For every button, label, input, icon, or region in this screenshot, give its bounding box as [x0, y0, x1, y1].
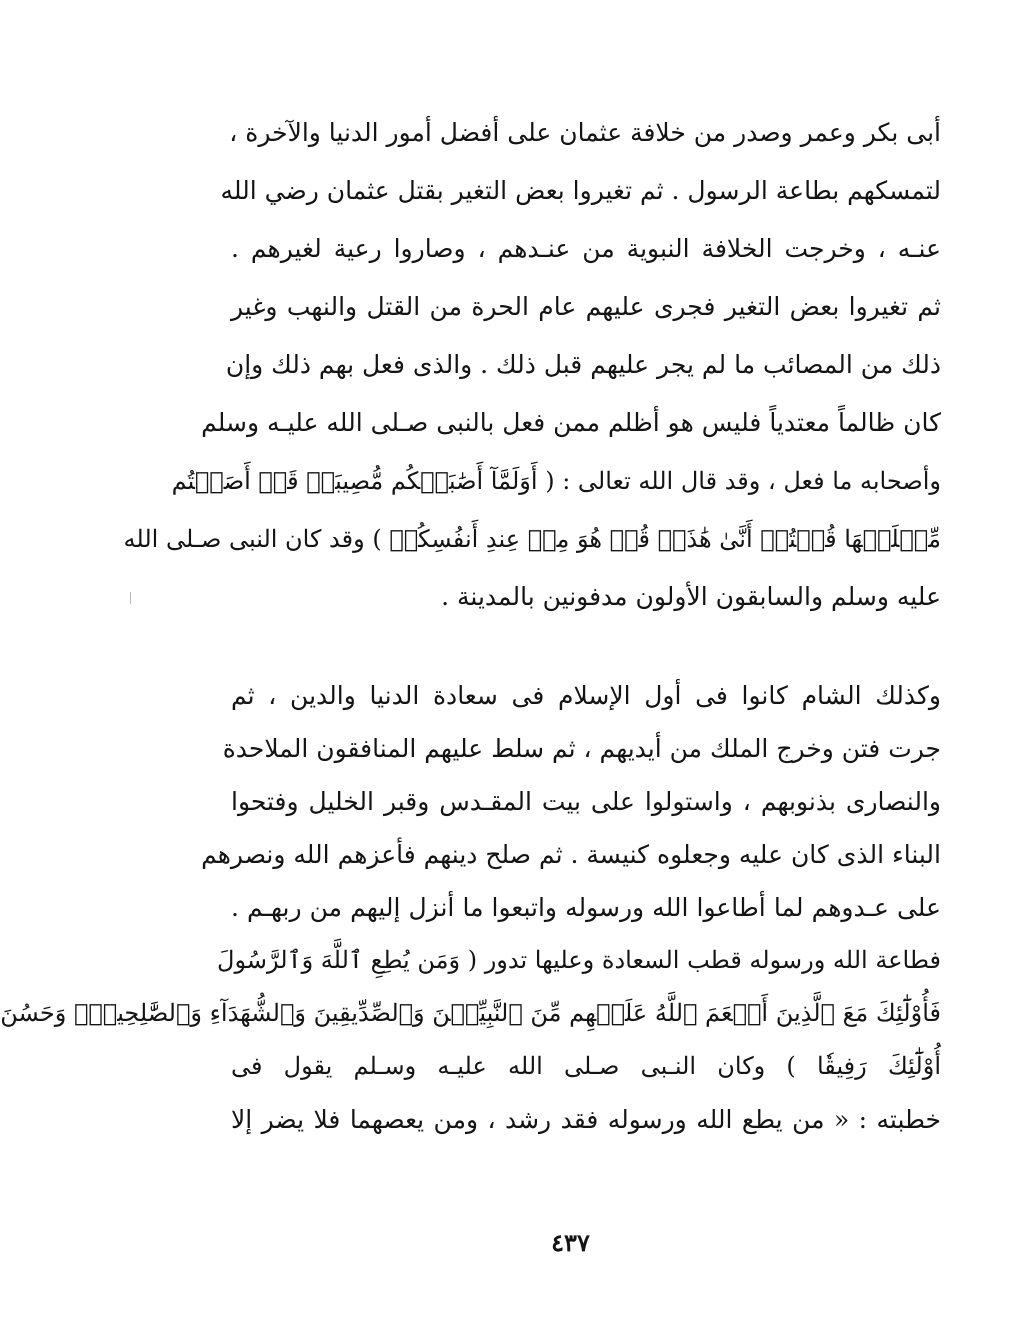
page-number: ٤٣٧	[551, 1228, 590, 1257]
text-line: لتمسكهم بطاعة الرسول . ثم تغيروا بعض التغير بقتل عثمان رضي الله	[220, 176, 941, 205]
text-line: ذلك من المصائب ما لم يجر عليهم قبل ذلك . والذى فعل بهم ذلك وإن	[225, 350, 941, 379]
text-line: على عـدوهم لما أطاعوا الله ورسوله واتبعوا ما أنزل إليهم من ربهـم .	[231, 893, 941, 922]
text-line: البناء الذى كان عليه وجعلوه كنيسة . ثم صلح دينهم فأعزهم الله ونصرهم	[201, 840, 941, 869]
text-line-quran-verse: وأصحابه ما فعل ، وقد قال الله تعالى : ( أَوَلَمَّآ أَصَٰبَتۡكُم مُّصِيبَةٞ قَدۡ أَصَبۡتُم	[171, 467, 941, 495]
text-line-quran-verse: أُوْلَٰٓئِكَ رَفِيقٗا ) وكان النـبى صـلى الله عليـه وسـلم يقول فى	[231, 1052, 941, 1080]
text-line: عنـه ، وخرجت الخلافة النبوية من عنـدهم ، وصاروا رعية لغيرهم .	[231, 234, 941, 263]
text-line: وكذلك الشام كانوا فى أول الإسلام فى سعادة الدنيا والدين ، ثم	[231, 681, 942, 710]
text-line: عليه وسلم والسابقون الأولون مدفونين بالمدينة .	[441, 582, 941, 611]
paragraph-1	[123, 104, 941, 626]
text-line: جرت فتن وخرج الملك من أيديهم ، ثم سلط عليهم المنافقون الملاحدة	[222, 734, 941, 763]
text-line-quran-verse: مِّثۡلَيۡهَا قُلۡتُمۡ أَنَّىٰ هَٰذَاۖ قُلۡ هُوَ مِنۡ عِندِ أَنفُسِكُمۡ ) وقد كان النبى صـلى الله	[123, 525, 941, 553]
paragraph-2	[0, 669, 942, 1146]
text-line: ثم تغيروا بعض التغير فجرى عليهم عام الحرة من القتل والنهب وغير	[231, 292, 941, 321]
text-line-quran-verse: فَأُوْلَٰٓئِكَ مَعَ ٱلَّذِينَ أَنۡعَمَ ٱللَّهُ عَلَيۡهِم مِّنَ ٱلنَّبِيِّـۧنَ وَٱلصِّدِّيقِينَ وَٱلشُّهَدَآءِ وَٱلصَّٰلِحِينَۚ وَحَسُنَ	[0, 999, 941, 1027]
margin-mark	[130, 592, 135, 604]
text-line-quran-verse: فطاعة الله ورسوله قطب السعادة وعليها تدور ( وَمَن يُطِعِ ٱللَّهَ وَٱلرَّسُولَ	[217, 946, 941, 974]
text-line: كان ظالماً معتدياً فليس هو أظلم ممن فعل بالنبى صـلى الله عليـه وسلم	[201, 408, 941, 437]
text-line: خطبته : « من يطع الله ورسوله فقد رشد ، ومن يعصهما فلا يضر إلا	[231, 1105, 941, 1134]
text-line: والنصارى بذنوبهم ، واستولوا على بيت المقـدس وقبر الخليل وفتحوا	[231, 787, 941, 816]
text-line: أبى بكر وعمر وصدر من خلافة عثمان على أفضل أمور الدنيا والآخرة ،	[229, 118, 941, 147]
